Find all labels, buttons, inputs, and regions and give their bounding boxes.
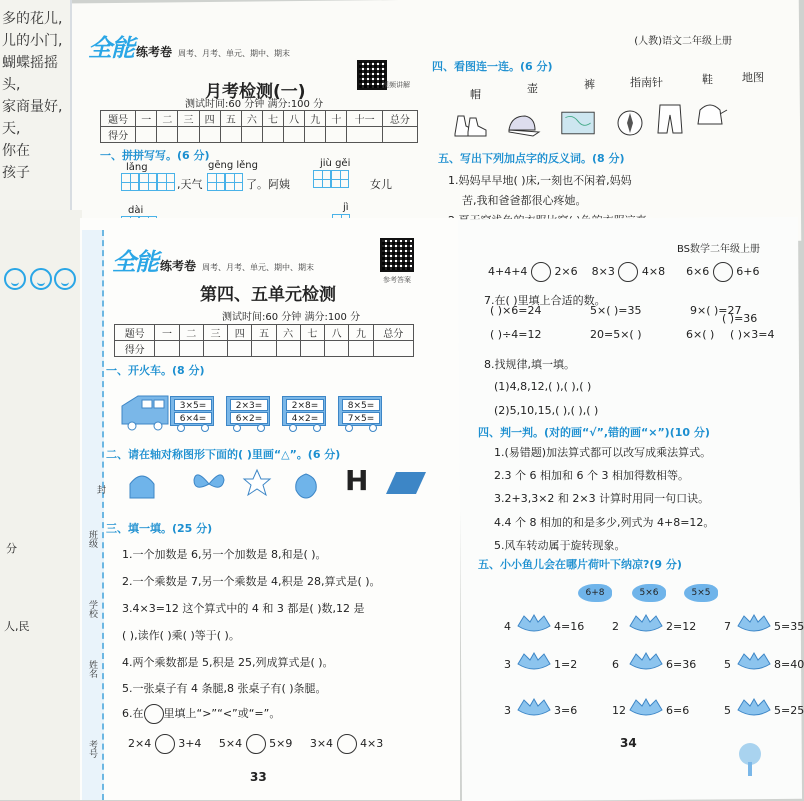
train-equation[interactable]: 7×5= — [342, 412, 380, 424]
back-right-header: (人教)语文二年级上册 — [634, 36, 732, 47]
fill-q7-row2-c: 6×( ) — [686, 328, 715, 341]
lotus-left-number: 5 — [724, 658, 731, 671]
qr-code-icon[interactable] — [380, 238, 414, 272]
back-left-line: 多的花儿, — [2, 11, 63, 27]
train-car — [282, 396, 326, 426]
compare-circle[interactable] — [713, 262, 733, 282]
smiley-icon — [54, 268, 76, 290]
fill-q7-row2-a: ( )÷4=12 — [490, 328, 542, 341]
score-cell[interactable] — [373, 341, 414, 357]
pants-icon[interactable] — [652, 103, 688, 135]
brand-tags: 周考、月考、单元、期中、期末 — [178, 49, 291, 58]
fill-q7-extra: ( )=36 — [722, 312, 758, 325]
lotus-left-number: 3 — [504, 658, 511, 671]
fill-q4: 4.两个乘数都是 5,积是 25,列成算式是( )。 — [122, 656, 334, 669]
word-label[interactable]: 鞋 — [702, 73, 713, 86]
fill-q2: 2.一个乘数是 7,另一个乘数是 4,积是 28,算式是( )。 — [122, 575, 381, 588]
pinyin: jì — [343, 202, 349, 213]
back-line-text: 了。阿姨 — [246, 178, 290, 191]
wheel-icon — [177, 424, 185, 432]
fill-q6-prefix: 6.在 — [122, 707, 144, 720]
compare-left: 3×4 — [309, 737, 334, 750]
strip-field-class[interactable]: 班级 — [87, 530, 97, 548]
fish-icon[interactable]: 5×6 — [632, 584, 666, 602]
back-left-line: 蝴蝶摇摇头, — [2, 55, 58, 93]
score-cell[interactable] — [179, 341, 203, 357]
lotus-right-expression: 5=25 — [774, 704, 804, 717]
compare-circle[interactable] — [618, 262, 638, 282]
front-brand-header — [112, 242, 314, 277]
score-table-header: 四 — [228, 325, 252, 341]
train-equation[interactable]: 6×4= — [174, 412, 212, 424]
lotus-right-expression: 5=35 — [774, 620, 804, 633]
back-page-title: 月考检测(一) — [205, 82, 306, 102]
compare-left: 8×3 — [591, 265, 615, 278]
writing-box[interactable] — [313, 170, 331, 188]
writing-box[interactable] — [121, 173, 139, 191]
score-cell[interactable] — [252, 341, 276, 357]
pinyin: jiù gěi — [320, 158, 351, 169]
score-cell[interactable] — [349, 341, 373, 357]
train-car — [170, 396, 214, 426]
peach-shape-icon[interactable] — [292, 470, 320, 500]
back-score-table — [100, 110, 418, 143]
tree-decoration-icon — [735, 740, 765, 780]
score-table-header: 八 — [325, 325, 349, 341]
lotus-leaf-icon[interactable] — [628, 698, 664, 718]
score-table-header: 六 — [241, 111, 262, 127]
train-equation[interactable]: 6×2= — [230, 412, 268, 424]
pinyin: dài — [128, 205, 144, 216]
map-icon[interactable] — [560, 107, 596, 139]
back-left-line: 家商量好, — [2, 99, 63, 115]
strip-seal: 封 — [95, 485, 105, 494]
letter-h-shape[interactable]: H — [345, 464, 369, 497]
score-cell[interactable] — [228, 341, 252, 357]
fill-q8-2: (2)5,10,15,( ),( ),( ) — [494, 404, 599, 417]
score-cell[interactable] — [262, 127, 283, 143]
brand-sub: 练考卷 — [136, 45, 173, 59]
kettle-icon[interactable] — [692, 98, 728, 130]
compare-circle[interactable] — [337, 734, 357, 754]
score-table-header: 二 — [179, 325, 203, 341]
train-equation[interactable]: 8×5= — [342, 399, 380, 411]
back-section-1: 一、拼拼写写。(6 分) — [100, 149, 210, 162]
compare-row — [488, 262, 760, 282]
fill-q7-row1-b: 5×( )=35 — [590, 304, 642, 317]
score-cell[interactable] — [276, 341, 300, 357]
score-table-header: 七 — [262, 111, 283, 127]
fill-q3a: 3.4×3=12 这个算式中的 4 和 3 都是( )数,12 是 — [122, 602, 365, 615]
score-table-header: 九 — [349, 325, 373, 341]
lotus-right-expression: 3=6 — [554, 704, 578, 717]
lotus-right-expression: 4=16 — [554, 620, 585, 633]
fill-q8: 8.找规律,填一填。 — [484, 358, 575, 371]
fill-q7-row2-b: 20=5×( ) — [590, 328, 642, 341]
score-table-header: 一 — [136, 111, 157, 127]
back-right-line: 苦,我和爸爸都很心疼她。 — [462, 194, 587, 207]
shoes-icon[interactable] — [452, 108, 488, 140]
lotus-left-number: 4 — [504, 620, 511, 633]
fill-q8-1: (1)4,8,12,( ),( ),( ) — [494, 380, 592, 393]
score-row-label: 得分 — [101, 127, 136, 143]
back-right-section-4: 四、看图连一连。(6 分) — [432, 60, 553, 73]
strip-field-id[interactable]: 考号 — [87, 740, 97, 758]
back-right-section-5: 五、写出下列加点字的反义词。(8 分) — [438, 152, 625, 165]
compare-circle[interactable] — [246, 734, 266, 754]
score-cell[interactable] — [178, 127, 199, 143]
fill-q1: 1.一个加数是 6,另一个加数是 8,和是( )。 — [122, 548, 327, 561]
front-right-section-5: 五、小小鱼儿会在哪片荷叶下纳凉?(9 分) — [478, 558, 682, 571]
smiley-icon — [4, 268, 26, 290]
lotus-leaf-icon[interactable] — [516, 614, 552, 634]
writing-box[interactable] — [225, 173, 243, 191]
lotus-left-number: 12 — [612, 704, 626, 717]
score-cell[interactable] — [136, 127, 157, 143]
back-line-text: ,天气 — [177, 178, 203, 191]
score-cell[interactable] — [300, 341, 324, 357]
train-equation[interactable]: 3×5= — [174, 399, 212, 411]
compare-circle[interactable] — [155, 734, 175, 754]
parallelogram-shape-icon[interactable] — [384, 470, 428, 496]
fish-icon[interactable]: 6+8 — [578, 584, 612, 602]
score-table-header: 四 — [199, 111, 220, 127]
fill-q6-suffix: 里填上“>”“<”或“=”。 — [163, 707, 281, 720]
fill-q3b: ( ),读作( )乘( )等于( )。 — [122, 629, 240, 642]
score-cell[interactable] — [220, 127, 241, 143]
compare-left: 6×6 — [686, 265, 710, 278]
score-table-header: 三 — [178, 111, 199, 127]
score-cell[interactable] — [284, 127, 305, 143]
strip-field-name[interactable]: 姓名 — [87, 660, 97, 678]
score-table-header: 三 — [203, 325, 227, 341]
score-table-header: 二 — [157, 111, 178, 127]
back-left-line: 你在 — [2, 143, 30, 159]
brand-tags: 周考、月考、单元、期中、期末 — [202, 263, 315, 272]
lotus-right-expression: 1=2 — [554, 658, 578, 671]
fill-q6 — [122, 704, 280, 724]
brand-sub: 练考卷 — [160, 259, 197, 273]
lotus-left-number: 7 — [724, 620, 731, 633]
front-section-3: 三、填一填。(25 分) — [106, 522, 213, 535]
score-table-header: 八 — [284, 111, 305, 127]
lotus-left-number: 6 — [612, 658, 619, 671]
score-cell[interactable] — [325, 341, 349, 357]
front-section-1: 一、开火车。(8 分) — [106, 364, 205, 377]
judge-item: 5.风车转动属于旋转现象。 — [494, 539, 626, 552]
lotus-right-expression: 8=40 — [774, 658, 804, 671]
smiley-icon — [30, 268, 52, 290]
score-table-header: 五 — [252, 325, 276, 341]
compare-right: 4×3 — [360, 737, 384, 750]
score-table-header: 题号 — [101, 111, 136, 127]
train-equation[interactable]: 2×8= — [286, 399, 324, 411]
left-book-edge — [0, 210, 82, 800]
butterfly-shape-icon[interactable] — [192, 470, 226, 498]
word-label[interactable]: 裤 — [584, 78, 595, 91]
compare-left: 4+4+4 — [488, 265, 528, 278]
writing-box[interactable] — [157, 173, 175, 191]
judge-item: 3.2+3,3×2 和 2×3 计算时用同一句口诀。 — [494, 492, 710, 505]
lotus-left-number: 2 — [612, 620, 619, 633]
judge-item: 4.4 个 8 相加的和是多少,列式为 4+8=12。 — [494, 516, 715, 529]
back-left-margin — [0, 0, 72, 240]
wheel-icon — [313, 424, 321, 432]
wheel-icon — [345, 424, 353, 432]
back-test-meta: 测试时间:60 分钟 满分:100 分 — [185, 99, 324, 110]
train-car — [338, 396, 382, 426]
compare-left: 2×4 — [128, 737, 152, 750]
wheel-icon — [201, 424, 209, 432]
score-cell[interactable] — [157, 127, 178, 143]
score-cell[interactable] — [382, 127, 417, 143]
score-cell[interactable] — [199, 127, 220, 143]
dome-shape-icon[interactable] — [128, 470, 156, 500]
word-label[interactable]: 地图 — [742, 71, 764, 84]
lotus-leaf-icon[interactable] — [516, 652, 552, 672]
score-table-header: 十一 — [347, 111, 382, 127]
score-table-header: 六 — [276, 325, 300, 341]
binding-strip — [82, 230, 104, 800]
word-label[interactable]: 帽 — [470, 88, 481, 101]
score-table-header: 七 — [300, 325, 324, 341]
back-left-line: 儿的小门, — [2, 33, 63, 49]
page-number-left: 33 — [250, 770, 267, 784]
strip-field-school[interactable]: 学校 — [87, 600, 97, 618]
fill-q7-row1-a: ( )×6=24 — [490, 304, 542, 317]
lotus-leaf-icon[interactable] — [736, 698, 772, 718]
judge-item: 1.(易错题)加法算式都可以改写成乘法算式。 — [494, 446, 712, 459]
fill-q7: 7.在( )里填上合适的数。 — [484, 294, 606, 307]
writing-box[interactable] — [331, 170, 349, 188]
train-car — [226, 396, 270, 426]
lotus-leaf-icon[interactable] — [628, 614, 664, 634]
back-right-line: 1.妈妈早早地( )床,一刻也不闲着,妈妈 — [448, 174, 632, 187]
qr-label: 参考答案 — [383, 276, 411, 284]
pinyin: lǎng — [126, 162, 148, 173]
pinyin: gēng lěng — [208, 160, 258, 171]
score-cell[interactable] — [305, 127, 326, 143]
back-left-line: 孩子 — [2, 165, 30, 181]
back-line-text: 女儿 — [370, 178, 392, 191]
score-row-label: 得分 — [115, 341, 155, 357]
front-test-meta: 测试时间:60 分钟 满分:100 分 — [222, 312, 361, 323]
word-label[interactable]: 指南针 — [630, 76, 663, 89]
front-section-2: 二、请在轴对称图形下面的( )里画“△”。(6 分) — [106, 448, 341, 461]
compare-circle[interactable] — [531, 262, 551, 282]
word-label[interactable]: 壶 — [527, 82, 538, 95]
train-engine-icon — [118, 392, 170, 432]
score-table-header: 总分 — [373, 325, 414, 341]
compare-circle[interactable] — [144, 704, 164, 724]
lotus-left-number: 3 — [504, 704, 511, 717]
writing-box[interactable] — [139, 173, 157, 191]
page-number-right: 34 — [620, 736, 637, 750]
lotus-right-expression: 6=6 — [666, 704, 690, 717]
score-cell[interactable] — [347, 127, 382, 143]
train-equation[interactable]: 4×2= — [286, 412, 324, 424]
wheel-icon — [289, 424, 297, 432]
score-table-header: 十 — [326, 111, 347, 127]
compare-row — [128, 734, 383, 754]
compare-right: 6+6 — [736, 265, 760, 278]
wheel-icon — [257, 424, 265, 432]
lotus-leaf-icon[interactable] — [736, 652, 772, 672]
judge-item: 2.3 个 6 相加和 6 个 3 相加得数相等。 — [494, 469, 689, 482]
front-right-section-4: 四、判一判。(对的画“√”,错的画“×”)(10 分) — [478, 426, 710, 439]
back-left-line: 天, — [2, 121, 21, 137]
compare-right: 5×9 — [269, 737, 293, 750]
score-cell[interactable] — [241, 127, 262, 143]
lotus-leaf-icon[interactable] — [516, 698, 552, 718]
wheel-icon — [233, 424, 241, 432]
front-score-table — [114, 324, 414, 357]
score-table-header: 五 — [220, 111, 241, 127]
brand-logo: 全能 — [112, 248, 158, 276]
left-book-text: 分 — [6, 542, 17, 555]
train-equation[interactable]: 2×3= — [230, 399, 268, 411]
compass-icon[interactable] — [612, 106, 648, 138]
lotus-leaf-icon[interactable] — [628, 652, 664, 672]
lotus-left-number: 5 — [724, 704, 731, 717]
front-page-title: 第四、五单元检测 — [200, 285, 336, 305]
lotus-right-expression: 2=12 — [666, 620, 697, 633]
fish-icon[interactable]: 5×5 — [684, 584, 718, 602]
front-right-header: BS数学二年级上册 — [676, 244, 760, 255]
wheel-icon — [369, 424, 377, 432]
score-cell[interactable] — [326, 127, 347, 143]
lotus-leaf-icon[interactable] — [736, 614, 772, 634]
compare-right: 2×6 — [554, 265, 578, 278]
qr-label: 视频讲解 — [382, 81, 410, 89]
compare-right: 4×8 — [641, 265, 666, 278]
star-shape-icon[interactable] — [242, 468, 272, 498]
fill-q7-row2-d: ( )×3=4 — [730, 328, 775, 341]
score-table-header: 题号 — [115, 325, 155, 341]
brand-logo: 全能 — [88, 34, 134, 62]
lotus-right-expression: 6=36 — [666, 658, 697, 671]
compare-right: 3+4 — [178, 737, 202, 750]
fill-q7-row1-c: 9×( )=27 — [690, 304, 742, 317]
writing-box[interactable] — [207, 173, 225, 191]
score-table-header: 总分 — [382, 111, 417, 127]
score-cell[interactable] — [155, 341, 179, 357]
score-table-header: 一 — [155, 325, 179, 341]
left-book-text: 人,民 — [4, 620, 30, 633]
cap-icon[interactable] — [505, 110, 541, 142]
score-table-header: 九 — [305, 111, 326, 127]
fill-q5: 5.一张桌子有 4 条腿,8 张桌子有( )条腿。 — [122, 682, 327, 695]
compare-left: 5×4 — [218, 737, 243, 750]
score-cell[interactable] — [203, 341, 227, 357]
